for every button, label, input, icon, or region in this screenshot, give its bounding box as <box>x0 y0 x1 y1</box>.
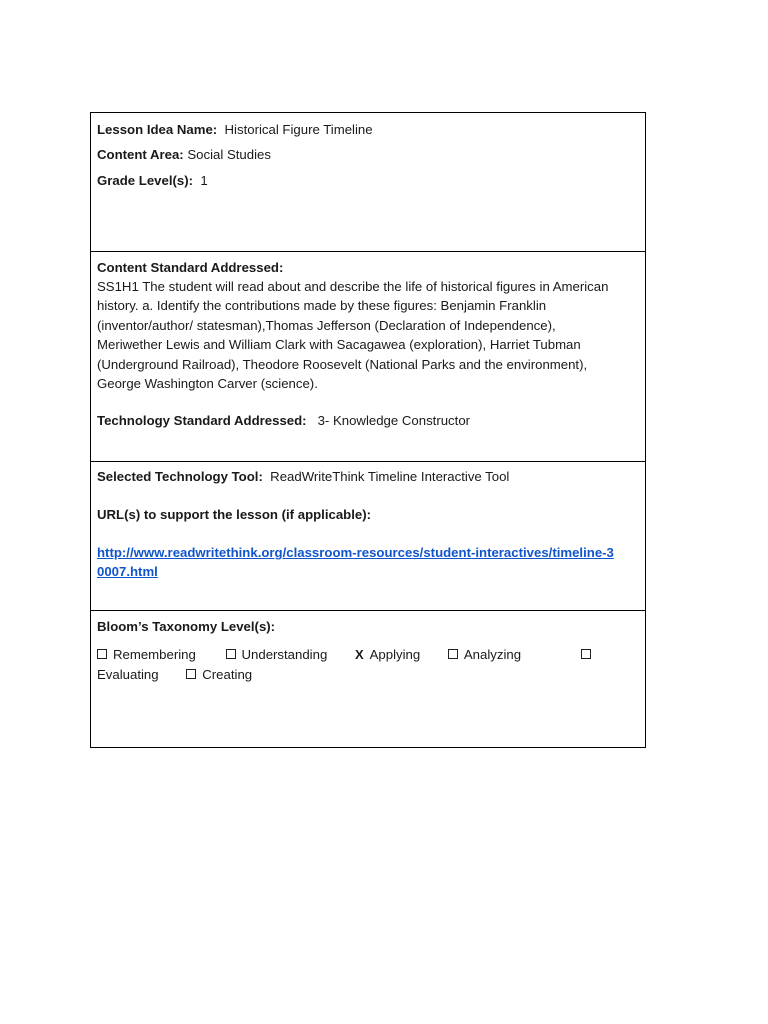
understanding-label: Understanding <box>241 647 328 662</box>
grade-level-row <box>97 171 639 190</box>
checkbox-understanding[interactable] <box>226 645 328 665</box>
content-standard-line: SS1H1 The student will read about and describe the life of historical figures in American <box>97 279 609 294</box>
tech-tool-label: Selected Technology Tool: <box>97 469 263 484</box>
checkbox-empty-icon <box>186 669 196 679</box>
grade-level-value: 1 <box>200 173 208 188</box>
content-area-value: Social Studies <box>187 147 271 162</box>
remembering-label: Remembering <box>113 647 196 662</box>
blooms-section <box>91 610 645 747</box>
checkbox-empty-icon <box>97 649 107 659</box>
analyzing-label: Analyzing <box>463 647 522 662</box>
blooms-options-row-2 <box>97 665 639 684</box>
evaluating-label: Evaluating <box>97 667 159 682</box>
lesson-plan-table <box>90 112 646 748</box>
checkbox-empty-icon <box>581 649 591 659</box>
checkbox-evaluating-box[interactable] <box>581 645 591 665</box>
blooms-options-row <box>97 645 639 665</box>
content-standard-text <box>97 277 639 393</box>
tech-standard-row <box>97 411 639 430</box>
checked-x-icon: X <box>354 647 364 662</box>
content-standard-line: George Washington Carver (science). <box>97 376 318 392</box>
blooms-label: Bloom’s Taxonomy Level(s): <box>97 619 276 634</box>
timeline-url-link[interactable] <box>97 543 639 582</box>
content-standard-line: (Underground Railroad), Theodore Roosevelt (National Parks and the environment), <box>97 356 588 372</box>
content-standard-line: history. a. Identify the contributions made by these figures: Benjamin Franklin <box>97 298 547 314</box>
tech-tool-value: ReadWriteThink Timeline Interactive Tool <box>270 469 510 484</box>
content-standard-line: Meriwether Lewis and William Clark with Sacagawea (exploration), Harriet Tubman <box>97 337 581 353</box>
lesson-info-section <box>91 113 645 251</box>
url-line-1: http://www.readwritethink.org/classroom-resources/student-interactives/timeline-3 <box>97 545 614 560</box>
url-label: URL(s) to support the lesson (if applicable): <box>97 507 372 522</box>
lesson-name-row <box>97 113 639 139</box>
standards-section <box>91 251 645 461</box>
technology-tool-section <box>91 461 645 610</box>
tech-tool-row <box>97 462 639 486</box>
content-standard-label: Content Standard Addressed: <box>97 260 284 275</box>
content-standard-line: (inventor/author/ statesman),Thomas Jefferson (Declaration of Independence), <box>97 317 556 333</box>
checkbox-applying[interactable] <box>355 645 420 665</box>
applying-label: Applying <box>369 647 421 662</box>
checkbox-creating[interactable] <box>186 665 252 684</box>
checkbox-remembering[interactable] <box>97 645 196 665</box>
grade-level-label: Grade Level(s): <box>97 173 194 188</box>
lesson-name-value: Historical Figure Timeline <box>224 122 373 137</box>
creating-label: Creating <box>202 667 253 682</box>
checkbox-empty-icon <box>226 649 236 659</box>
url-line-2: 0007.html <box>97 564 158 580</box>
content-area-label: Content Area: <box>97 147 184 162</box>
checkbox-analyzing[interactable] <box>448 645 521 665</box>
tech-standard-label: Technology Standard Addressed: <box>97 413 307 429</box>
checkbox-empty-icon <box>448 649 458 659</box>
content-area-row <box>97 145 639 164</box>
lesson-name-label: Lesson Idea Name: <box>97 122 218 137</box>
tech-standard-value: 3- Knowledge Constructor <box>317 413 471 429</box>
